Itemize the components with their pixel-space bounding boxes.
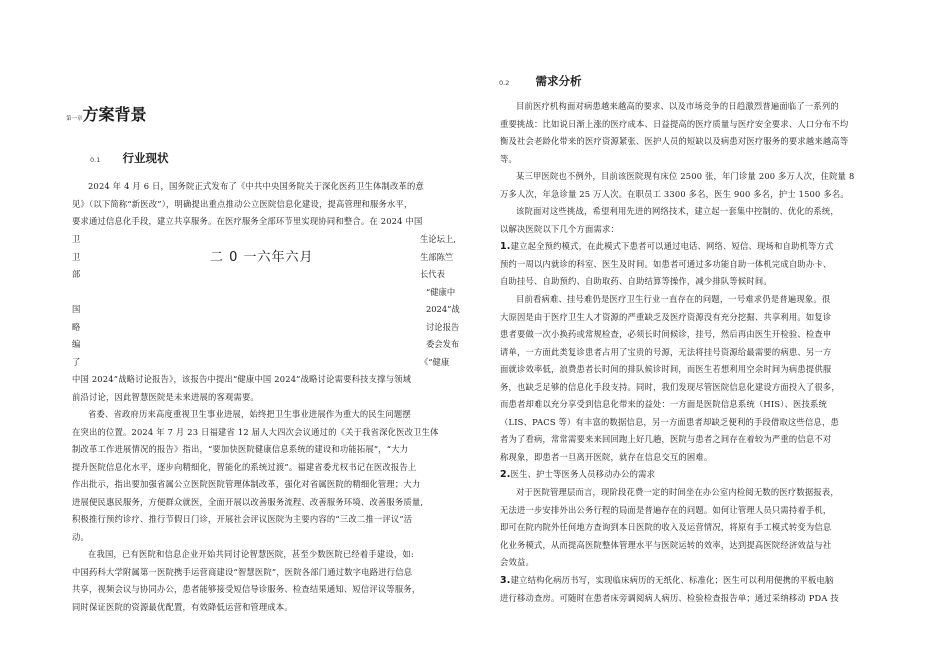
text-fragment: 略 [72, 321, 81, 332]
text-line: 积极推行预约诊疗、推行节假日门诊，开展社会评议医院为主要内容的“三改二推一评议”活 [72, 514, 413, 524]
text-line: 进行移动查房。可随时在患者床旁调阅病人病历、检验检查报告单；通过采纳移动 PDA 技 [500, 592, 839, 603]
section-number: 0.2 [499, 79, 510, 87]
text-line: 中国 2024”战略讨论报告》，该报告中提出“健康中国 2024”战略讨论需要科技支撑与领域 [72, 374, 412, 384]
text-line: 等。 [500, 153, 517, 164]
chapter-title: 方案背景 [82, 105, 147, 124]
section-title: 需求分析 [535, 74, 582, 88]
text-fragment: 部 [72, 269, 81, 279]
text-line: （LIS、PACS 等）有丰富的数据信息，另一方面患者却缺乏便利的手段借取这些信息，患 [500, 416, 839, 427]
paragraph-3 [500, 203, 839, 238]
text-line: 某三甲医院也不例外，目前该医院现有床位 2500 张，年门诊量 200 多万人次，住院量 8 [516, 171, 855, 181]
text-line: 医生、护士等医务人员移动办公的需求 [510, 469, 656, 479]
text-fragment: 了 [72, 356, 81, 367]
text-fragment: 编 [72, 339, 81, 349]
text-line: 在突出的位置。2024 年 7 月 23 日福建省 12 届人大四次会议通过的《关于我省深化医改卫生体 [72, 426, 439, 437]
text-fragment: 《“健康 [420, 356, 450, 367]
text-line: 务，也缺乏足够的信息化手段支持。同时，我们发现尽管医院信息化建设方面投入了很多， [500, 381, 840, 392]
text-line: 共享，视频会议与协同办公，患者能够接受短信导诊服务、检查结果通知、短信评议等服务， [72, 584, 421, 594]
chapter-heading [66, 102, 147, 125]
list-item-3 [500, 572, 839, 607]
text-line: 动。 [72, 531, 89, 542]
left-column-fragment [72, 231, 92, 371]
list-item-2 [500, 466, 655, 484]
text-line: 进展便民惠民服务，方便群众就医，全面开展以改善服务流程、改善服务环境、改善服务质量, [72, 496, 424, 507]
text-line: 即可在院内院外任何地方查询到本日医院的收入及运营情况，将原有手工模式转变为信息 [500, 522, 832, 532]
list-item-1-detail [500, 291, 840, 466]
right-column-fragment [420, 231, 475, 371]
text-fragment: “健康中 [426, 286, 456, 297]
paragraph-2 [500, 168, 854, 203]
text-line: 建立起全预约模式，在此模式下患者可以通过电话、网络、短信、现场和自助机等方式 [510, 241, 834, 251]
text-line: 衡及社会老龄化带来的医疗资源紧张、医护人员的短缺以及病患对医疗服务的要求越来越高等 [500, 136, 849, 146]
text-line: 预约一周以内就诊的科室、医生及时间。如患者可通过多功能自助一体机完成自助办卡、 [500, 258, 832, 269]
text-line: 提升医院信息化水平，逐步向精细化，智能化的系统过渡”。福建省委尤权书记在医改报告上 [72, 461, 417, 472]
text-line: 会效益。 [500, 557, 534, 567]
text-line: 制改革工作进展情况的报告》指出，“要加快医院健康信息系统的建设和功能拓展”，“大力 [72, 444, 409, 454]
text-line: 在我国，已有医院和信息企业开始共同讨论智慧医院，甚至少数医院已经着手建设，如: [88, 549, 414, 559]
text-fragment: 国 [72, 304, 81, 314]
text-fragment: 生部陈竺 [420, 251, 454, 262]
text-line: 前沿讨论，因此智慧医院是未来进展的客观需要。 [72, 391, 259, 402]
section-number: 0.1 [90, 156, 101, 164]
date-banner [210, 246, 314, 265]
right-page [475, 0, 950, 672]
text-line: 者为了看病，常常需要来来回回跑上好几趟，医院与患者之间存在着较为严重的信息不对 [500, 434, 832, 444]
text-line: 无法进一步安排外出公务行程的局面是普遍存在的问题。如何让管理人员只需持着手机， [500, 504, 832, 515]
section-heading [90, 147, 169, 166]
paragraph-1-tail [72, 371, 411, 406]
text-line: 中国药科大学附属第一医院携手运营商建设“智慧医院”，医院各部门通过数字电路进行信息 [72, 566, 413, 577]
text-fragment: 讨论报告 [426, 321, 460, 332]
list-item-1 [500, 238, 834, 291]
text-line: 重要挑战：比如说日渐上涨的医疗成本、日益提高的医疗质量与医疗安全要求、人口分布不均 [500, 118, 849, 129]
text-line: 以解决医院以下几个方面需求： [500, 223, 619, 234]
text-fragment [72, 284, 92, 302]
text-line: 请单，一方面此类复诊患者占用了宝贵的号源，无法将挂号资源给最需要的病患、另一方 [500, 346, 832, 357]
text-line: 2024 年 4 月 6 日，国务院正式发布了《中共中央国务院关于深化医药卫生体制改革的意 [88, 181, 424, 191]
paragraph-1 [500, 98, 848, 168]
text-line: 省委、省政府历来高度重视卫生事业进展，始终把卫生事业进展作为重大的民生问题摆 [88, 409, 411, 419]
text-fragment: 长代表 [420, 269, 445, 279]
list-number: 2. [500, 469, 511, 480]
text-line: 而患者却难以充分享受到信息化带来的益处：一方面是医院信息系统（HIS）、医技系统 [500, 399, 828, 409]
text-line: 该院面对这些挑战，希望利用先进的网络技术，建立起一套集中控制的、优化的系统， [516, 206, 839, 216]
text-line: 建立结构化病历书写，实现临床病历的无纸化、标准化；医生可以利用便携的平板电脑 [510, 575, 834, 585]
text-line: 万多人次，年急诊量 25 万人次。在职员工 3300 多名，医生 900 多名，护士 1500 多名。 [500, 188, 849, 199]
text-fragment: 生论坛上, [420, 234, 456, 244]
section-heading [499, 70, 582, 89]
section-title: 行业现状 [122, 151, 169, 165]
text-line: 称现象，即患者一旦离开医院，就存在信息交互的困难。 [500, 451, 713, 462]
text-line: 自助挂号、自助预约、自助取药、自助结算等操作，减少排队等候时间。 [500, 276, 772, 286]
chapter-number: 第一章 [66, 116, 83, 122]
text-line: 面就诊效率低，浪费患者长时间的排队候诊时间，而医生若想利用空余时间为病患提供服 [500, 364, 832, 374]
paragraph-2 [72, 406, 439, 546]
paragraph-3 [72, 546, 420, 616]
list-number: 3. [500, 575, 511, 586]
text-line: 作出批示，指出要加强省属公立医院医院管理体制改革，强化对省属医院的精细化管理；大力 [72, 479, 421, 489]
text-line: 对于医院管理层而言，现阶段花费一定的时间坐在办公室内检阅无数的医疗数据报表， [516, 487, 839, 497]
list-item-2-detail [500, 484, 839, 572]
text-fragment: 卫 [72, 251, 81, 262]
text-fragment: 2024”战 [426, 304, 460, 314]
date-banner-text: 二 0 一六年六月 [210, 250, 314, 265]
text-fragment: 卫 [72, 234, 81, 244]
text-line: 同时保证医院的资源最优配置，有效降低运营和管理成本。 [72, 601, 293, 612]
text-fragment: 委会发布 [426, 339, 460, 349]
text-line: 见》（以下简称“新医改”），明确提出重点推动公立医院信息化建设，提高管理和服务水平， [72, 198, 413, 209]
text-line: 化业务模式，从而提高医院整体管理水平与医院运转的效率，达到提高医院经济效益与社 [500, 539, 832, 550]
text-line: 要求通过信息化手段，建立共享服务。在医疗服务全部环节里实现协同和整合。在 2024 中国 [72, 216, 423, 226]
text-line: 大原因是由于医疗卫生人才资源的严重缺乏及医疗资源没有充分挖掘、共享利用。如复诊 [500, 311, 832, 322]
text-line: 患者要做一次小换药或常规检查，必须长时间候诊，挂号，然后再由医生开检验、检查申 [500, 329, 832, 339]
text-line: 目前看病难、挂号难仍是医疗卫生行业一直存在的问题，一号难求仍是普遍现象。很 [516, 294, 831, 304]
text-line: 目前医疗机构面对病患越来越高的要求、以及市场竞争的日趋激烈普遍面临了一系列的 [516, 101, 839, 111]
list-number: 1. [500, 241, 511, 252]
paragraph-1 [72, 178, 424, 231]
